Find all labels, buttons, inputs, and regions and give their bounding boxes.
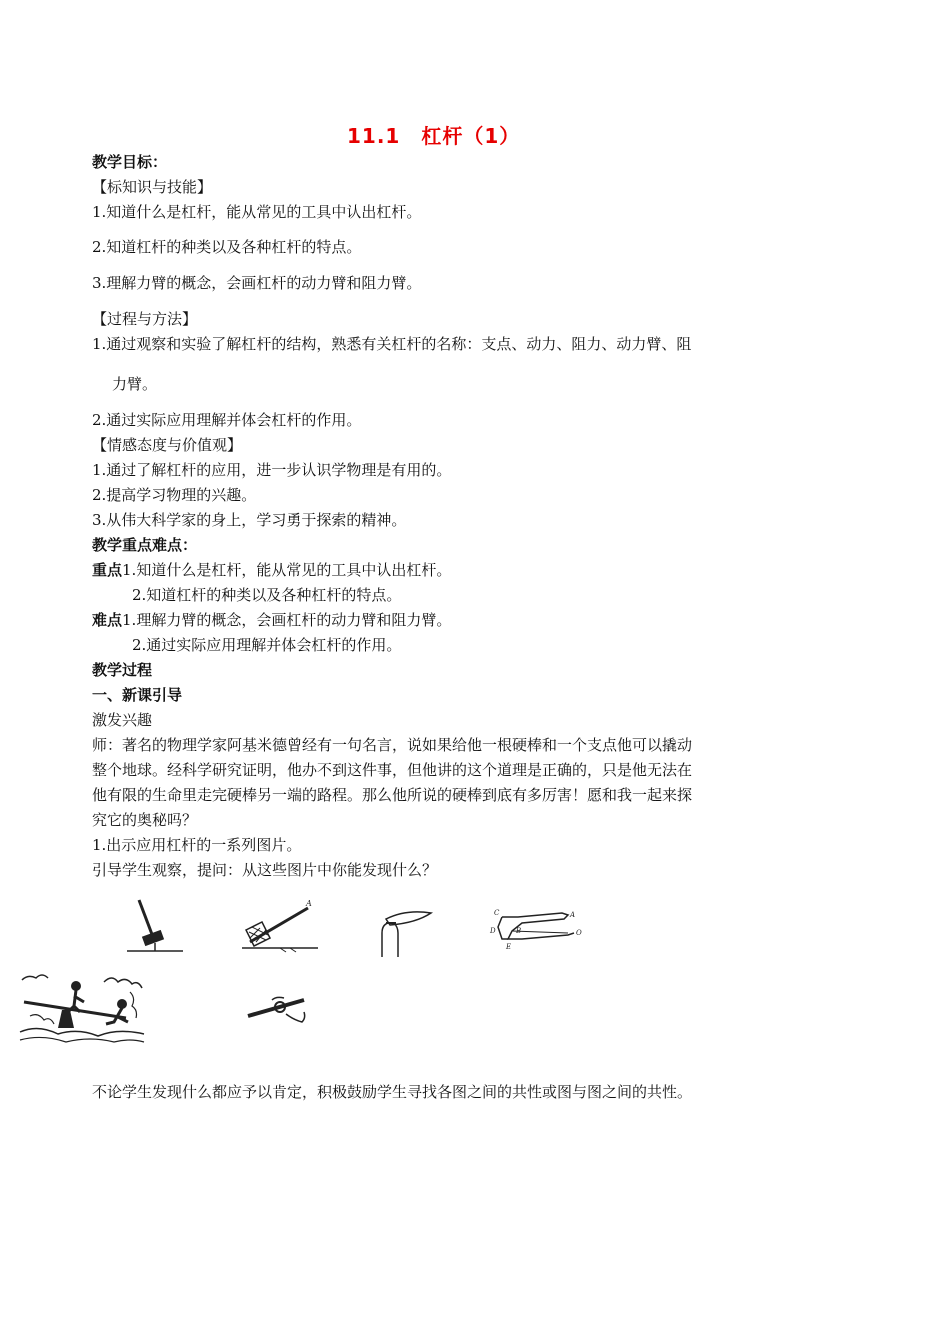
key-point-line-1	[92, 560, 451, 580]
clamp-a-label: A	[570, 911, 576, 919]
knowledge-item-2: 2.知道杠杆的种类以及各种杠杆的特点。	[92, 238, 362, 256]
wrench-figure	[244, 992, 310, 1032]
part1-heading: 一、新课引导	[92, 686, 183, 704]
attitude-item-1: 1.通过了解杠杆的应用，进一步认识学物理是有用的。	[92, 461, 452, 479]
clamp-d-label: D	[490, 927, 496, 935]
difficult-text-1: 1.理解力臂的概念，会画杠杆的动力臂和阻力臂。	[122, 611, 452, 629]
method-item-1-line1: 1.通过观察和实验了解杠杆的结构，熟悉有关杠杆的名称：支点、动力、阻力、动力臂、阻	[92, 335, 692, 353]
stick-prying-figure	[240, 900, 320, 956]
section-attitude-heading: 【情感态度与价值观】	[92, 436, 243, 454]
conclusion-text: 不论学生发现什么都应予以肯定，积极鼓励学生寻找各图之间的共性或图与图之间的共性。	[92, 1083, 693, 1101]
clamp-e-label: E	[506, 943, 512, 951]
bottle-opener-figure	[376, 905, 436, 961]
process-heading: 教学过程	[92, 661, 153, 679]
paragraph-line-3: 他有限的生命里走完硬棒另一端的路程。那么他所说的硬棒到底有多厉害！愿和我一起来探	[92, 786, 693, 804]
method-item-2: 2.通过实际应用理解并体会杠杆的作用。	[92, 411, 362, 429]
goals-heading: 教学目标：	[92, 153, 168, 171]
difficult-label: 难点	[92, 611, 123, 629]
key-points-heading: 教学重点难点：	[92, 536, 198, 554]
paragraph-line-1: 师：著名的物理学家阿基米德曾经有一句名言，说如果给他一根硬棒和一个支点他可以撬动	[92, 736, 693, 754]
attitude-item-3: 3.从伟大科学家的身上，学习勇于探索的精神。	[92, 511, 407, 529]
seesaw-figure	[18, 972, 146, 1048]
clamp-o-label: O	[576, 929, 582, 937]
knowledge-item-3: 3.理解力臂的概念，会画杠杆的动力臂和阻力臂。	[92, 274, 422, 292]
paragraph-line-2: 整个地球。经科学研究证明，他办不到这件事，但他讲的这个道理是正确的，只是他无法在	[92, 761, 693, 779]
clamp-b-label: B	[516, 927, 522, 935]
difficult-point-line-1	[92, 610, 451, 630]
difficult-point-line-2: 2.通过实际应用理解并体会杠杆的作用。	[132, 636, 402, 654]
page-title: 11.1 杠杆（1）	[347, 124, 521, 148]
hammer-figure	[125, 895, 185, 959]
key-label: 重点	[92, 561, 123, 579]
key-text-1: 1.知道什么是杠杆，能从常见的工具中认出杠杆。	[122, 561, 452, 579]
section-method-heading: 【过程与方法】	[92, 310, 198, 328]
step-guide: 引导学生观察，提问：从这些图片中你能发现什么？	[92, 861, 438, 879]
paragraph-line-4: 究它的奥秘吗？	[92, 811, 198, 829]
knowledge-item-1: 1.知道什么是杠杆，能从常见的工具中认出杠杆。	[92, 203, 422, 221]
section-knowledge-heading: 【标知识与技能】	[92, 178, 213, 196]
step-1: 1.出示应用杠杆的一系列图片。	[92, 836, 302, 854]
intro-label: 激发兴趣	[92, 711, 153, 729]
clamp-lever-figure	[488, 903, 583, 959]
attitude-item-2: 2.提高学习物理的兴趣。	[92, 486, 257, 504]
lever-a-label: A	[306, 899, 312, 908]
clamp-c-label: C	[494, 909, 500, 917]
method-item-1-line2: 力臂。	[112, 375, 158, 393]
key-point-line-2: 2.知道杠杆的种类以及各种杠杆的特点。	[132, 586, 402, 604]
